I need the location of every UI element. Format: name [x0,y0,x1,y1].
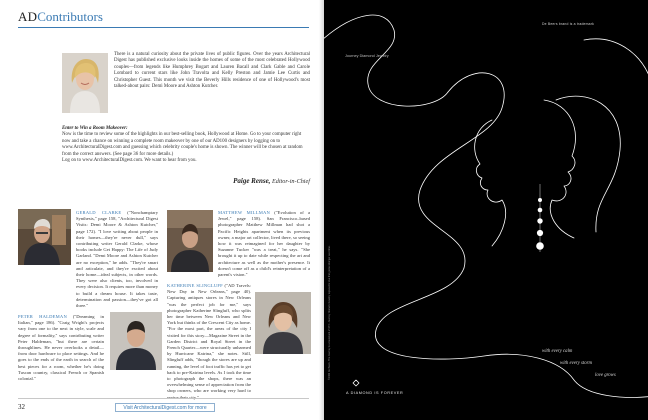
masthead-rule [18,27,309,28]
contributor-name-gerald-clarke: GERALD CLARKE [76,210,122,215]
signature-title: Editor-in-Chief [271,178,310,185]
ad-line-1: with every calm [542,349,573,354]
contributor-photo-matthew-millman [167,210,213,272]
ad-tagline: A DIAMOND IS FOREVER [346,391,404,395]
contributor-photo-katherine-slingluff [255,292,311,354]
masthead [18,10,103,24]
contributor-text-katherine-slingluff: ("AD Travels: New Day in New Orleans," page 40). Capturing antiques stores in New Orleans "was the perfect job for me," says photographer Katherine Slingluff, who splits her time between New Orleans and New York but thinks of the Crescent City as home. "For the most part, the areas of the city I visited for this story—Magazine Street in the Garden District and Royal Street in the French Quarter—were structurally unharmed by Hurricane Katrina," she notes. Still, Slingluff adds, "though the stores are up and running, the level of foot traffic has yet to get back to pre-Katrina levels. As I took the time to photograph the shops, there was an overwhelming sense of appreciation from the shop owners, who are working very hard to [167,283,251,394]
editor-portrait [62,53,108,113]
masthead-brand: AD [18,9,38,24]
contributor-photo-gerald-clarke [18,209,71,265]
contributor-bio-katherine-slingluff [167,283,251,401]
ad-brand-line: Journey Diamond Jewelry [345,54,389,58]
contributor-name-katherine-slingluff: KATHERINE SLINGLUFF [167,283,223,288]
contributor-name-peter-haldeman: PETER HALDEMAN [18,314,67,319]
contributor-photo-peter-haldeman [110,312,162,370]
journey-line-art [324,0,648,420]
ad-line-2: with every storm [560,361,592,366]
editor-letter-body: There is a natural curiosity about the private lives of public figures. Over the years Architectural Digest has published exclusive looks inside the homes of some of the most celebrated Hollywood couples—from legends like Humphrey Bogart and Lauren Bacall and Clark Gable and Carole Lombard to current stars like John Travolta and Kelly Preston and Jamie Lee Curtis and Christopher Guest. This month we visit the Beverly Hills residence of one of Hollywood's most talked-about pairs: Demi Moore and Ashton Kutcher. [114,52,310,90]
page-number: 32 [18,403,25,411]
makeover-body: Now is the time to review some of the highlights in our best-selling book, Hollywood at Home. Go to your computer right now and take a chance on winning a complete room makeover by one of our AD100 designers by logging on to www.ArchitecturalDigest.com and guessing which celebrity couple's home is shown. The winner will be chosen at random from the correct answers. (See page 36 for more details.) [62,132,303,157]
ad-line-3: love grows [595,373,616,378]
ad-legal-text: ©2006 De Beers. The Journey is a trademark of DTC. Journey Diamond Jewelry represents love that grows stronger over time. [328,245,331,380]
closing-line: Log on to www.ArchitecturalDigest.com. We want to hear from you. [62,158,197,164]
contributor-text-peter-haldeman: ("Dreaming in Italian," page 186). "Craig Wright's projects vary from one to the next in style, scale and degree of formality," says contributing writer Peter Haldeman, "but there are certain throughlines. He never overlooks a detail—from door hardware to place settings. And he goes to the ends of the earth in search of the best pieces for a room, whether he's doing Tuscan country, classical French or Spanish colonial." [18,314,104,382]
contributor-bio-gerald-clarke [76,210,158,309]
contributor-bio-peter-haldeman [18,314,104,382]
contributor-text-matthew-millman: ("Evolution of a Jewel," page 158). San Francisco–based photographer Matthew Millman had shot a Pacific Heights apartment when its previous owner, a major art collector, lived there, so seeing how it was reimagined for her daughter by Suzanne Tucker "was a treat," he says. "She brought it up to date while respecting the art and architecture as well as the mother's presence. It doesn't come off as a child's reinterpretation of a parent's vision." [218,210,311,278]
footer-rule [18,398,309,399]
contributor-name-matthew-millman: MATTHEW MILLMAN [218,210,271,215]
masthead-section: Contributors [37,9,103,24]
contributor-bio-matthew-millman [218,210,310,278]
de-beers-ad [324,0,648,420]
website-link[interactable]: Visit ArchitecturalDigest.com for more [115,403,215,412]
ad-top-line: De Beers brand is a trademark [542,22,594,26]
signature-name: Paige Rense, [233,177,271,185]
makeover-section [62,126,310,165]
makeover-heading: Enter to Win a Room Makeover: [62,126,128,131]
signature [62,177,310,185]
contributor-text-gerald-clarke: ("Nonchamptary Synthesis," page 158, "Architectural Digest Visits: Demi Moore & Ashton Kutcher," page 172). "I love writing about people in their homes—they're never dull," says contributing writer Gerald Clarke, whose books include Get Happy: The Life of Judy Garland. "Demi Moore and Ashton Kutcher are no exception," he adds. "They're smart and articulate, and they're excited about their home—ideal subjects, in other words. They were also clients, too, involved in every decision. It requires more than money to build a dream house. It takes taste, determination and passion—they've got all three." [76,210,158,309]
diamond-pendant [536,184,544,252]
